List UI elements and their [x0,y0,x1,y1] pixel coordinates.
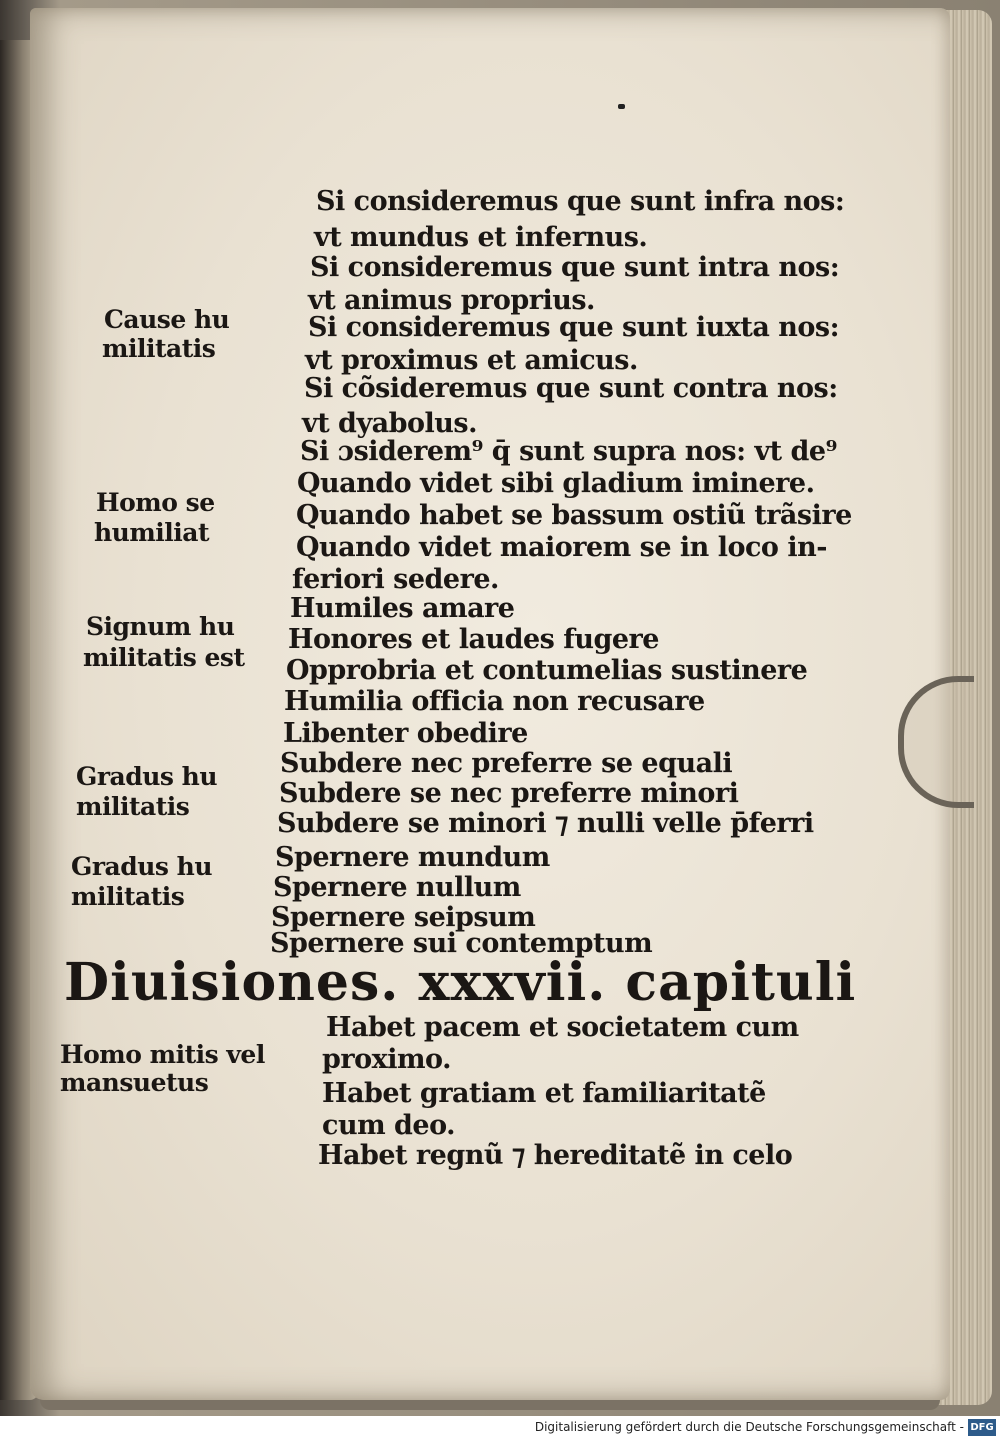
side-label: militatis est [83,643,245,672]
side-label: militatis [102,334,216,363]
text-line: Honores et laudes fugere [288,624,659,655]
text-line: Spernere seipsum [271,902,536,933]
text-line: Habet regnũ ⁊ hereditatẽ in celo [318,1140,793,1171]
text-line: Subdere se nec preferre minori [279,778,739,809]
side-label: humiliat [94,518,210,547]
text-line: feriori sedere. [292,564,499,595]
text-line: Si ɔsiderem⁹ q̄ sunt supra nos: vt de⁹ [300,436,837,467]
text-line: Quando videt maiorem se in loco in- [296,532,827,563]
text-line: Libenter obedire [283,718,528,749]
side-label: Homo mitis vel [60,1040,265,1069]
text-line: proximo. [322,1044,451,1075]
side-label: Homo se [96,488,215,517]
text-line: Spernere mundum [275,842,550,873]
text-line: Si consideremus que sunt intra nos: [310,252,840,283]
side-label: Signum hu [86,612,235,641]
text-line: Habet gratiam et familiaritatẽ [322,1078,766,1109]
text-line: Humiles amare [290,593,515,624]
side-label: Gradus hu [71,852,213,881]
text-line: vt proximus et amicus. [305,345,638,376]
text-line: Subdere nec preferre se equali [280,748,733,779]
text-line: Humilia officia non recusare [284,686,705,717]
side-label: militatis [71,882,185,911]
section-heading: Diuisiones. xxxvii. capituli [64,952,857,1013]
text-line: Subdere se minori ⁊ nulli velle p̄ferri [277,808,814,839]
side-label: militatis [76,792,190,821]
side-label: Gradus hu [76,762,218,791]
text-line: Spernere sui contemptum [270,928,653,959]
text-line: Opprobria et contumelias sustinere [286,655,808,686]
text-line: cum deo. [322,1110,456,1141]
text-line: vt dyabolus. [302,408,477,439]
footer-bar [0,1416,1000,1440]
dfg-logo: DFG [968,1419,996,1436]
side-label: mansuetus [60,1068,209,1097]
text-line: Si consideremus que sunt iuxta nos: [308,312,840,343]
footer-credit: Digitalisierung gefördert durch die Deutsche Forschungsgemeinschaft - [534,1420,964,1434]
text-line: Si cõsideremus que sunt contra nos: [304,373,838,404]
ink-mark [618,104,625,109]
side-label: Cause hu [104,305,230,334]
text-line: Habet pacem et societatem cum [326,1012,799,1043]
text-line: Quando habet se bassum ostiũ trãsire [296,500,852,531]
text-line: vt mundus et infernus. [314,222,648,253]
text-line: vt animus proprius. [308,285,595,316]
text-line: Spernere nullum [273,872,521,903]
text-line: Si consideremus que sunt infra nos: [316,186,845,217]
text-line: Quando videt sibi gladium iminere. [297,468,815,499]
